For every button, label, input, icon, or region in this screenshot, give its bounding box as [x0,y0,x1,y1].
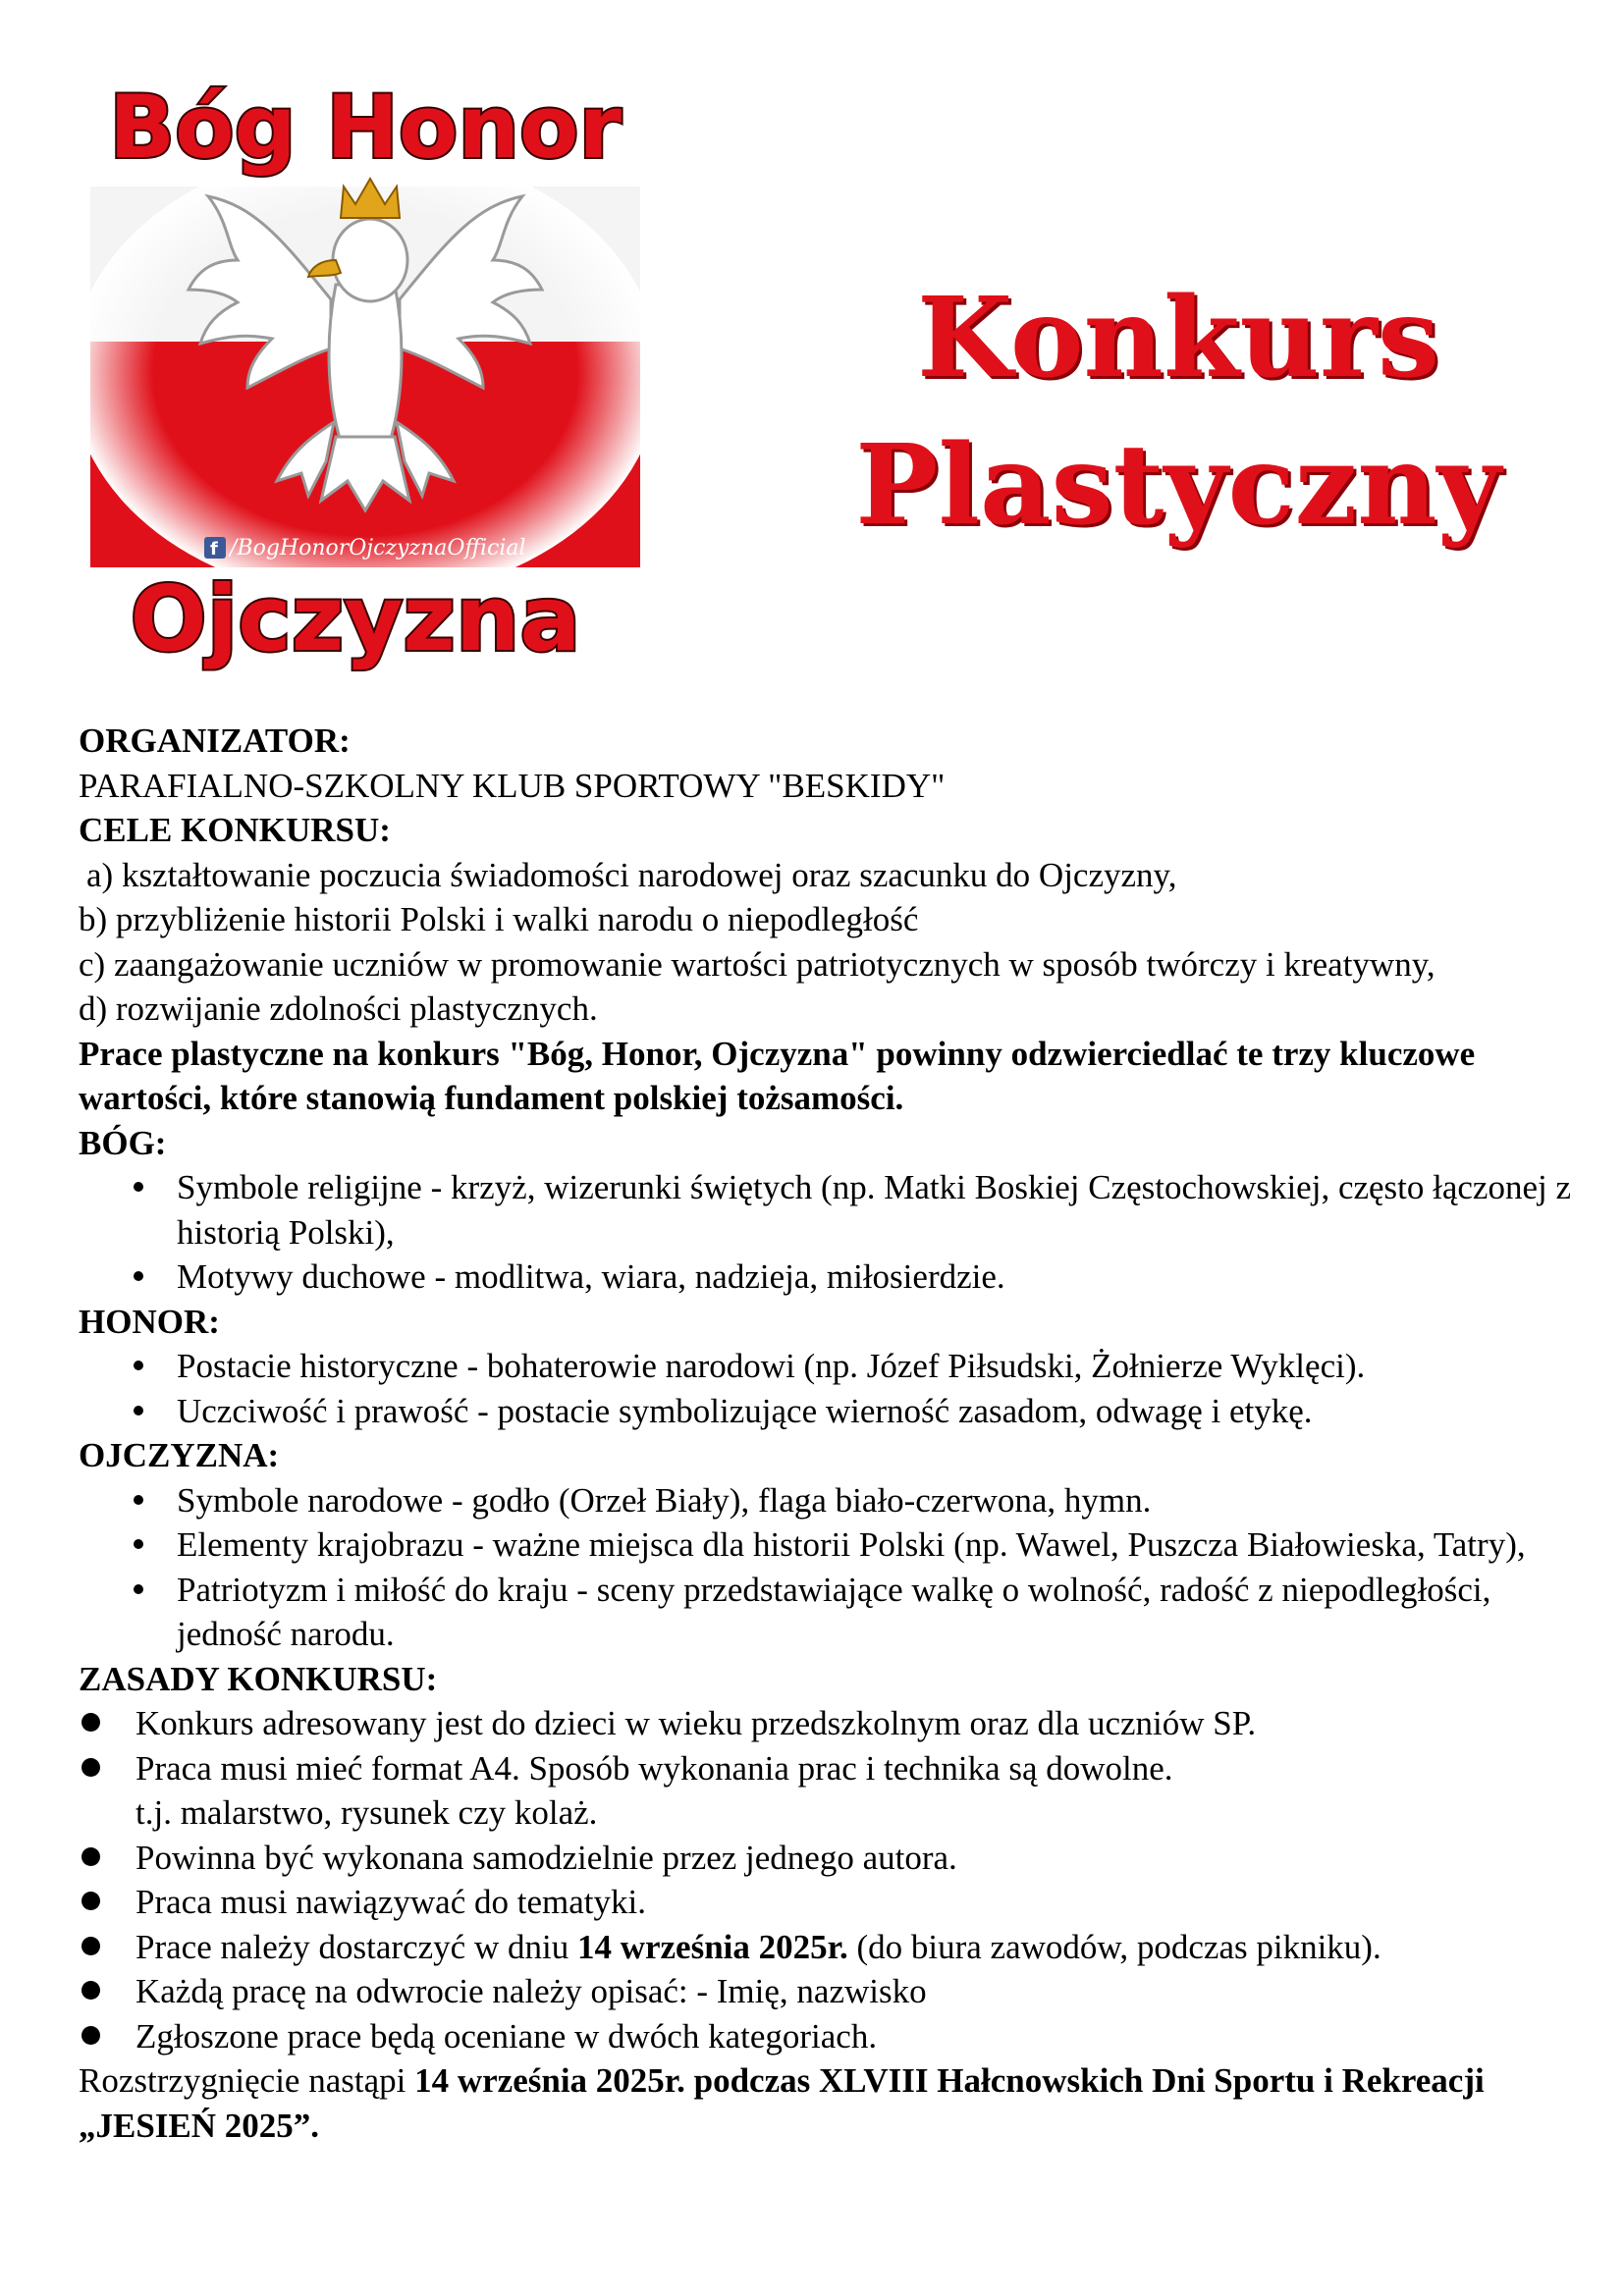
rules-list [79,1701,1571,2058]
theme-list-ojczyzna [79,1478,1571,1657]
theme-heading-ojczyzna: OJCZYZNA: [79,1436,280,1474]
list-item: Motywy duchowe - modlitwa, wiara, nadzieja, miłosierdzie. [79,1255,1571,1300]
list-item: Patriotyzm i miłość do kraju - sceny przedstawiające walkę o wolność, radość z niepodległości, jedność narodu. [79,1568,1571,1657]
theme-heading-honor: HONOR: [79,1302,220,1341]
goal-item: b) przybliżenie historii Polski i walki narodu o niepodległość [79,900,919,938]
rule-text-continued: t.j. malarstwo, rysunek czy kolaż. [135,1793,598,1832]
rule-item: Zgłoszone prace będą oceniane w dwóch kategoriach. [79,2014,1571,2059]
bog-honor-ojczyzna-logo [90,49,640,677]
rule-text: Prace należy dostarczyć w dniu [135,1927,577,1966]
deadline-date: 14 września 2025r. [576,1927,848,1966]
rule-item: Powinna być wykonana samodzielnie przez jednego autora. [79,1836,1571,1881]
list-item: Postacie historyczne - bohaterowie narodowi (np. Józef Piłsudski, Żołnierze Wyklęci). [79,1344,1571,1389]
closing-paragraph [79,2058,1571,2148]
rule-item: Praca musi nawiązywać do tematyki. [79,1880,1571,1925]
list-item: Uczciwość i prawość - postacie symbolizujące wierność zasadom, odwagę i etykę. [79,1389,1571,1434]
list-item: Elementy krajobrazu - ważne miejsca dla historii Polski (np. Wawel, Puszcza Białowieska, Tatry), [79,1522,1571,1568]
title-line-1: Konkurs [916,274,1440,402]
announcement-body [79,719,1571,2148]
page-title [825,265,1532,560]
goal-item: a) kształtowanie poczucia świadomości narodowej oraz szacunku do Ojczyzny, [86,855,1177,894]
svg-text:Bóg Honor: Bóg Honor [109,77,622,178]
organizer-name: PARAFIALNO-SZKOLNY KLUB SPORTOWY "BESKIDY" [79,766,946,805]
rules-heading: ZASADY KONKURSU: [79,1659,438,1698]
svg-text:/BogHonorOjczyznaOfficial: /BogHonorOjczyznaOfficial [230,536,526,561]
rule-item: Każdą pracę na odwrocie należy opisać: - Imię, nazwisko [79,1969,1571,2014]
theme-heading-bog: BÓG: [79,1123,167,1162]
list-item: Symbole religijne - krzyż, wizerunki świętych (np. Matki Boskiej Częstochowskiej, często łączonej z historią Polski), [79,1165,1571,1255]
rule-text: (do biura zawodów, podczas pikniku). [847,1927,1381,1966]
svg-text:Ojczyzna: Ojczyzna [130,566,581,671]
rule-text: Praca musi mieć format A4. Sposób wykonania prac i technika są dowolne. [135,1748,1173,1788]
svg-text:f: f [210,539,218,560]
closing-text: Rozstrzygnięcie nastąpi [79,2061,415,2100]
goals-heading: CELE KONKURSU: [79,811,391,849]
goal-item: d) rozwijanie zdolności plastycznych. [79,989,598,1028]
theme-list-honor [79,1344,1571,1433]
closing-bold: 14 września 2025r. podczas XLVIII Hałcnowskich Dni Sportu i Rekreacji „JESIEŃ 2025”. [79,2061,1485,2145]
organizer-heading: ORGANIZATOR: [79,721,351,760]
goal-item: c) zaangażowanie uczniów w promowanie wartości patriotycznych w sposób twórczy i kreatywny, [79,944,1435,984]
rule-item [79,1925,1571,1970]
rule-item [79,1746,1571,1836]
rule-item: Konkurs adresowany jest do dzieci w wieku przedszkolnym oraz dla uczniów SP. [79,1701,1571,1746]
theme-list-bog [79,1165,1571,1300]
list-item: Symbole narodowe - godło (Orzeł Biały), flaga biało-czerwona, hymn. [79,1478,1571,1523]
title-line-2: Plastyczny [855,421,1501,550]
intro-paragraph: Prace plastyczne na konkurs "Bóg, Honor, Ojczyzna" powinny odzwierciedlać te trzy kluczowe wartości, które stanowią fundament polskiej tożsamości. [79,1034,1476,1117]
